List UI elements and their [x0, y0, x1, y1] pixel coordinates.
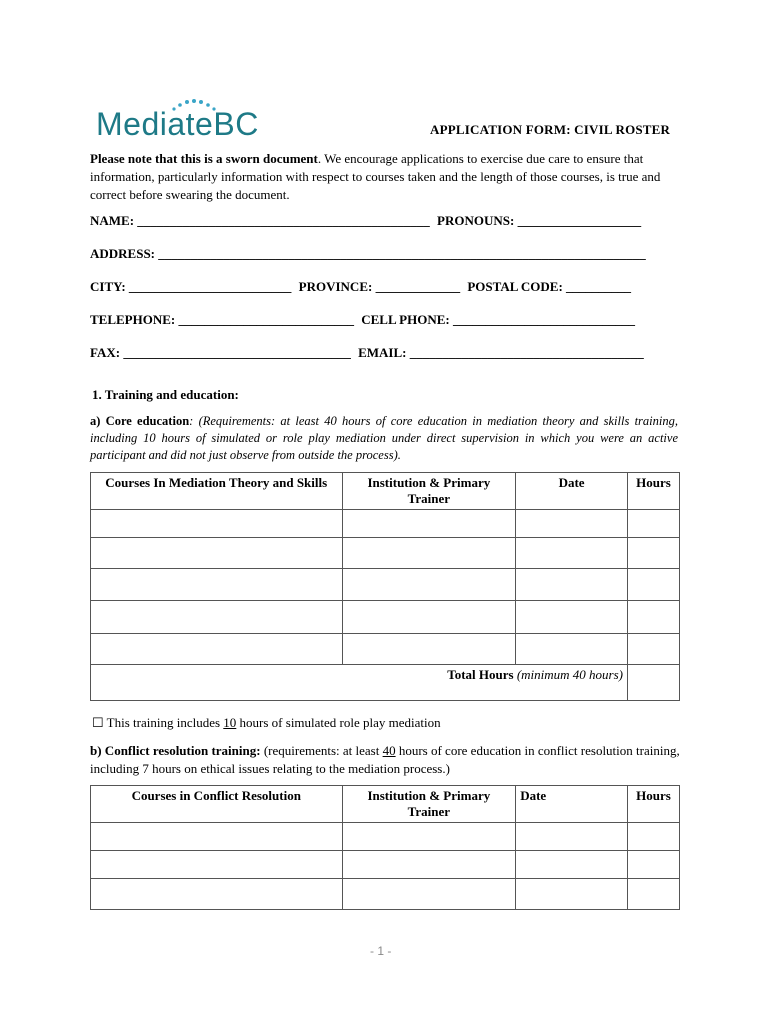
intro-rest: . We encourage applications to exercise due care to ensure that information, particularly information with respect to courses taken and the length of those courses, is true and correct before swearing the document. [90, 151, 661, 202]
checkbox-text-post: hours of simulated role play mediation [236, 715, 441, 730]
address-field[interactable]: ADDRESS: ___________________________________________________________________________ [90, 246, 646, 261]
total-hours-value[interactable] [627, 665, 679, 701]
table2-header-date: Date [516, 786, 628, 823]
section-b-paragraph [90, 742, 680, 778]
table2-header-hours: Hours [627, 786, 679, 823]
fax-field[interactable]: FAX: ___________________________________ [90, 345, 351, 360]
checkbox-text-pre: This training includes [103, 715, 224, 730]
total-hours-label-cell [91, 665, 628, 701]
table-row [91, 879, 680, 910]
section-a-text: : (Requirements: at least 40 hours of core education in mediation theory and skills training, including 10 hours of simulated or role play mediation under direct supervision in which you were an active participant and did not just observe from outside the process). [90, 414, 678, 462]
section-b-pre: (requirements: at least [260, 743, 383, 758]
province-field[interactable]: PROVINCE: _____________ [298, 279, 461, 294]
table1-header-date: Date [516, 473, 628, 510]
city-field[interactable]: CITY: _________________________ [90, 279, 292, 294]
table-row [91, 634, 680, 665]
table2-header-courses: Courses in Conflict Resolution [91, 786, 343, 823]
table-row [91, 823, 680, 851]
intro-paragraph [90, 150, 682, 204]
logo-text: MediateBC [96, 106, 259, 142]
checkbox-hours: 10 [223, 715, 237, 730]
name-row [90, 213, 682, 229]
postal-code-field[interactable]: POSTAL CODE: __________ [467, 279, 632, 294]
total-hours-row [91, 665, 680, 701]
section-a-label: a) Core education [90, 414, 190, 428]
telephone-field[interactable]: TELEPHONE: ___________________________ [90, 312, 354, 327]
role-play-checkbox[interactable]: ☐ [92, 715, 104, 730]
phone-row [90, 312, 682, 328]
core-education-table [90, 472, 680, 701]
mediatebc-logo [96, 100, 276, 148]
section-b-hours: 40 [382, 743, 396, 758]
table-row [91, 510, 680, 538]
role-play-checkbox-line [92, 715, 441, 731]
section-1-heading: 1. Training and education: [92, 387, 239, 402]
section-b-post: hours of core education in conflict resolution training, including 7 hours on ethical issues relating to the mediation process.) [90, 743, 680, 776]
page-number: - 1 - [370, 944, 392, 958]
table1-header-institution: Institution & Primary Trainer [342, 473, 516, 510]
section-a-paragraph [90, 413, 678, 464]
name-field[interactable]: NAME: _____________________________________________ [90, 213, 430, 228]
address-row [90, 246, 682, 262]
table2-header-institution: Institution & Primary Trainer [342, 786, 516, 823]
pronouns-field[interactable]: PRONOUNS: ___________________ [437, 213, 642, 228]
form-title: APPLICATION FORM: CIVIL ROSTER [430, 122, 671, 137]
table-row [91, 851, 680, 879]
cell-phone-field[interactable]: CELL PHONE: ____________________________ [361, 312, 635, 327]
table-row [91, 538, 680, 569]
section-b-label: b) Conflict resolution training: [90, 743, 261, 758]
table1-header-courses: Courses In Mediation Theory and Skills [91, 473, 343, 510]
table-row [91, 601, 680, 634]
total-hours-note: (minimum 40 hours) [516, 667, 623, 682]
intro-bold: Please note that this is a sworn document [90, 151, 318, 166]
city-row [90, 279, 682, 295]
email-field[interactable]: EMAIL: ____________________________________ [358, 345, 644, 360]
total-hours-label: Total Hours [447, 667, 514, 682]
fax-row [90, 345, 682, 361]
table1-header-hours: Hours [627, 473, 679, 510]
table-row [91, 569, 680, 601]
conflict-resolution-table [90, 785, 680, 910]
